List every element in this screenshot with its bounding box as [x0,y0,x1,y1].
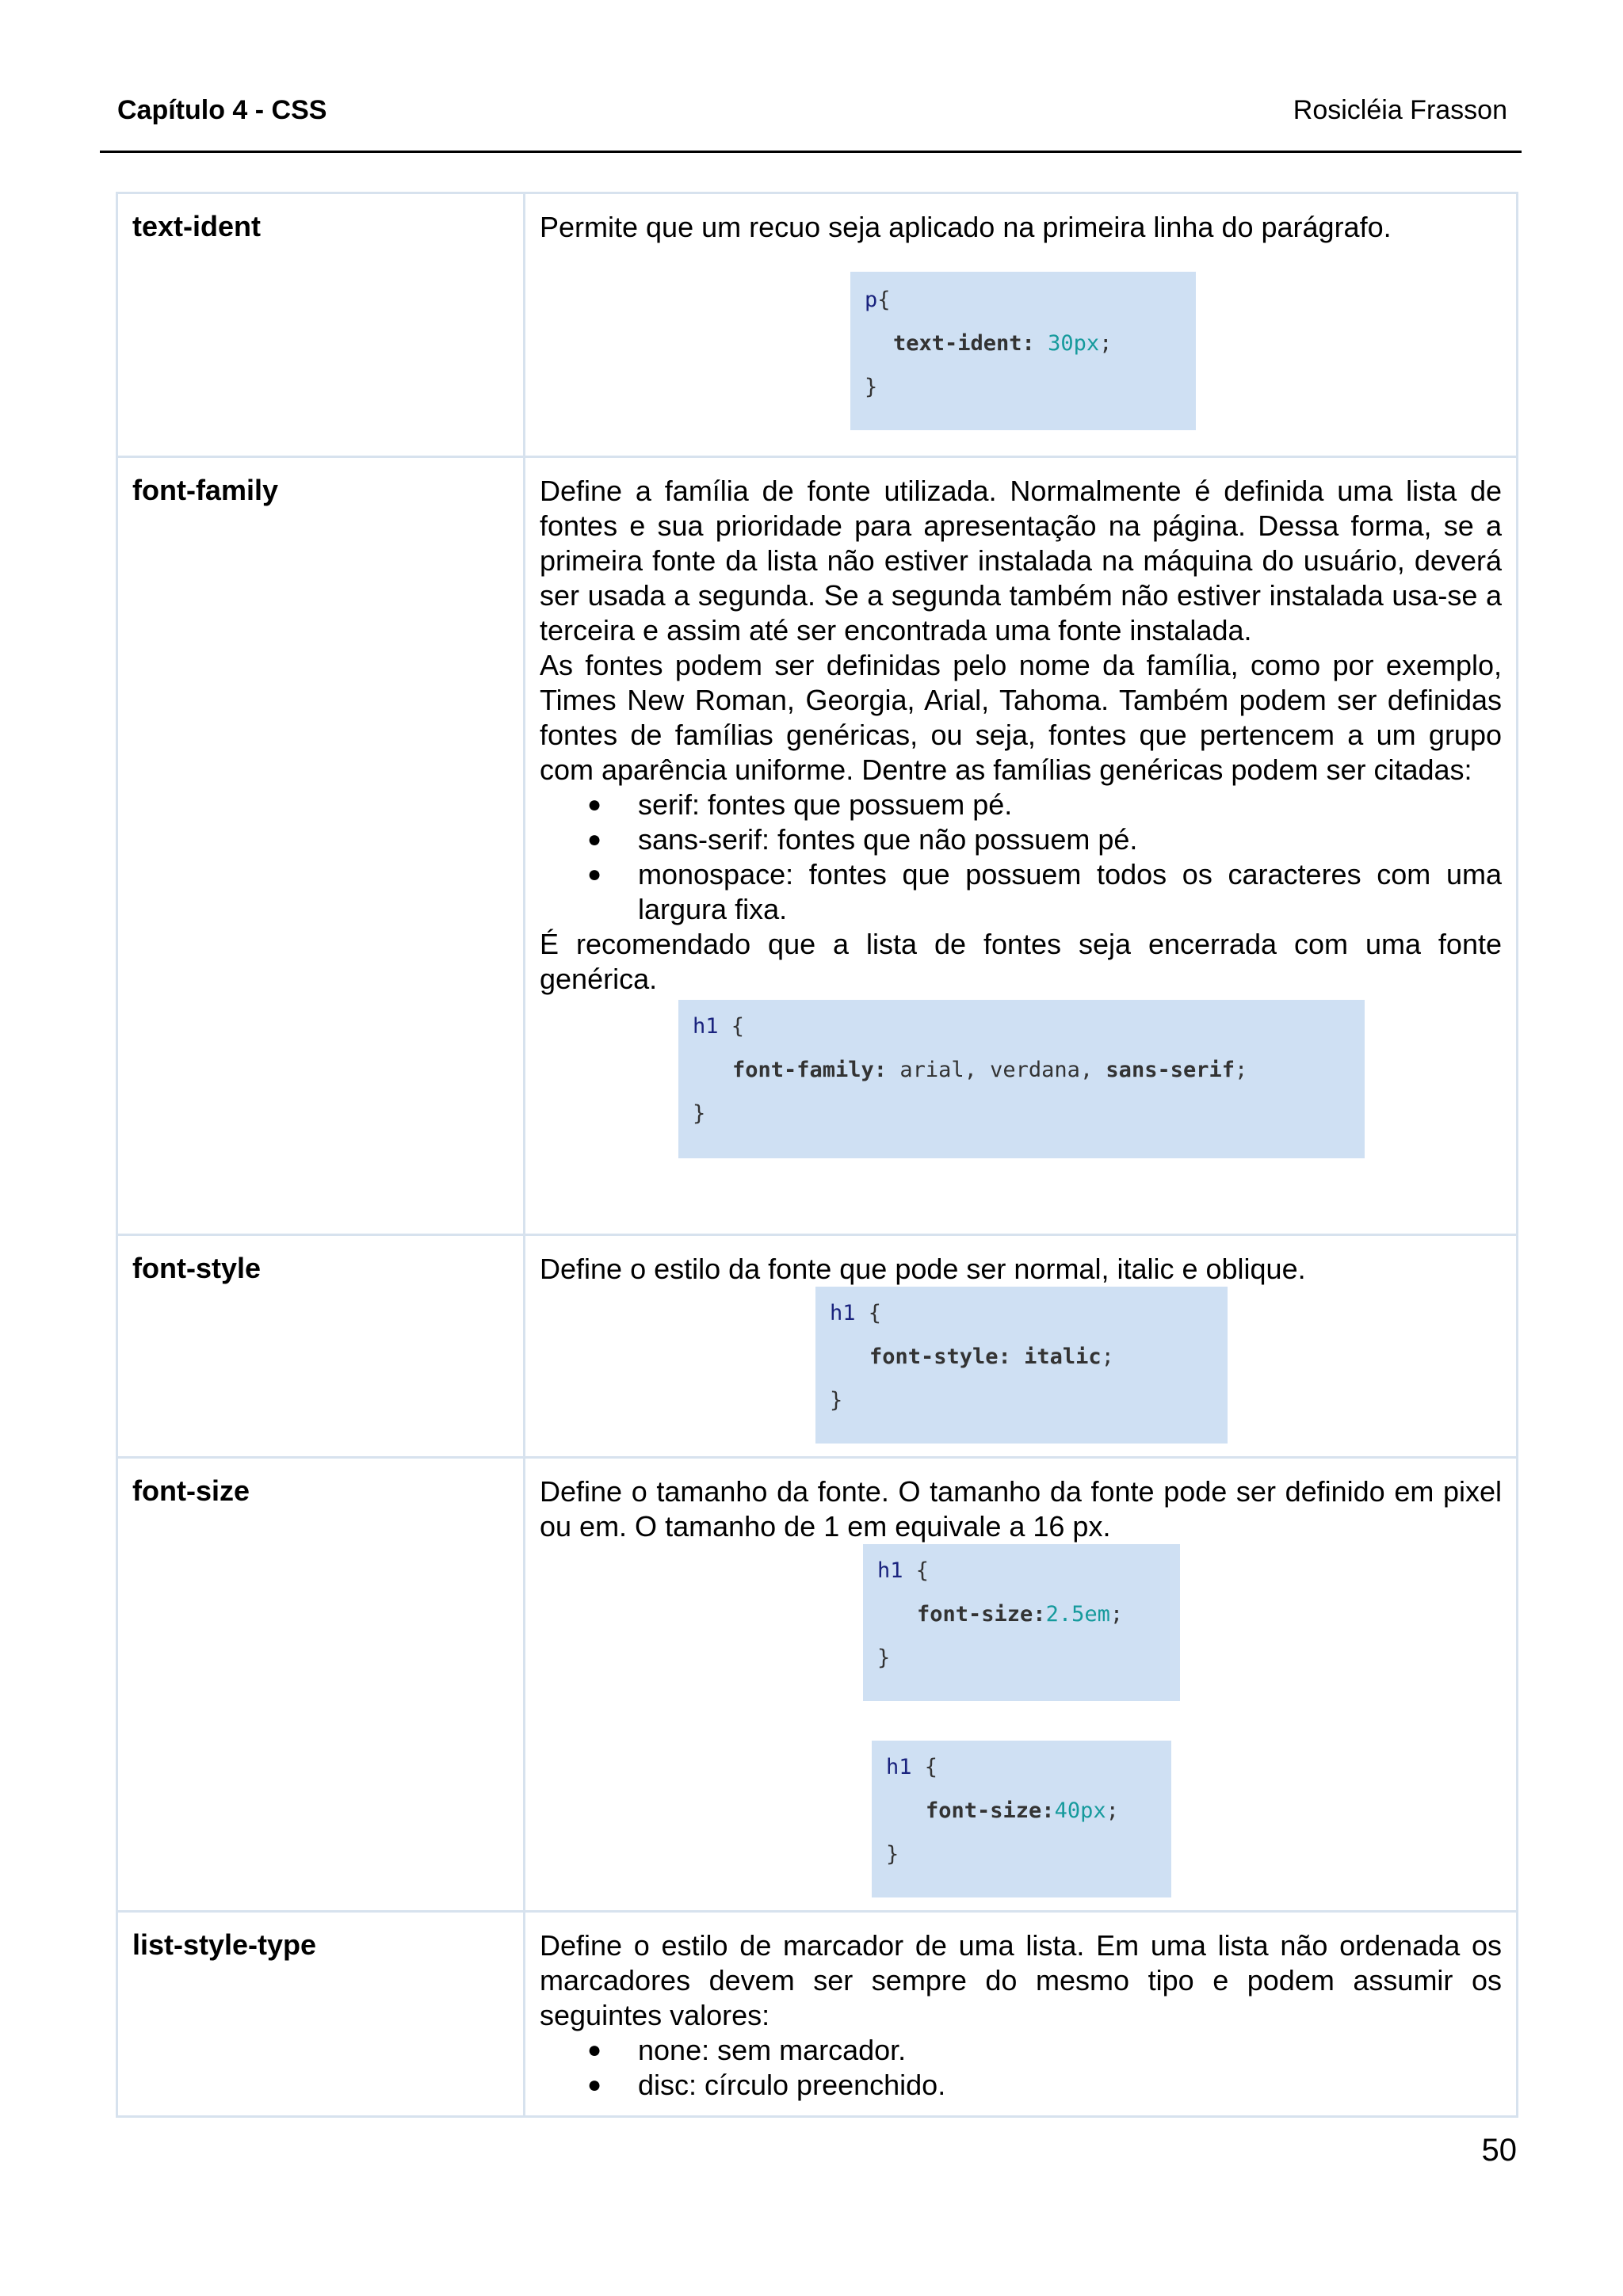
code-property: text-ident: [893,331,1035,356]
list-item: ● none: sem marcador. [587,2033,1502,2068]
property-name: font-size [117,1458,525,1912]
bullet-list [540,788,1502,927]
property-description [525,1458,1518,1912]
description-paragraph: Define a família de fonte utilizada. Normalmente é definida uma lista de fontes e sua prioridade para apresentação na página. Dessa forma, se a primeira fonte da lista não estiver instalada na máquina do usuário, deverá ser usada a segunda. Se a segunda também não estiver instalada usa-se a terceira e assim até ser encontrada uma fonte instalada. [540,475,1502,646]
code-example-em [863,1544,1180,1701]
code-semicolon: ; [1099,331,1113,356]
code-selector: p [865,288,878,312]
code-property: font-size: [926,1798,1055,1823]
code-value: 40px [1054,1798,1106,1823]
property-name: text-ident [117,193,525,457]
table-row [117,193,1518,457]
property-description [525,193,1518,457]
code-semicolon: ; [1101,1344,1114,1369]
table-row [117,1458,1518,1912]
author-name: Rosicléia Frasson [1293,95,1507,125]
bullet-list [540,2033,1502,2103]
code-example-px [872,1741,1171,1897]
code-selector: h1 [886,1755,912,1779]
code-brace: { [868,1301,882,1325]
code-example [850,272,1196,430]
property-name: list-style-type [117,1912,525,2117]
code-example [815,1287,1228,1444]
code-semicolon: ; [1109,1602,1124,1627]
code-brace: { [877,288,891,312]
code-brace: { [915,1558,930,1583]
code-value: 2.5em [1045,1602,1110,1627]
code-value: 30px [1048,331,1100,356]
header-rule [100,151,1522,153]
code-brace: } [693,1101,706,1126]
description-paragraph: As fontes podem ser definidas pelo nome da família, como por exemplo, Times New Roman, Georgia, Arial, Tahoma. Também podem ser definidas fontes de famílias genéricas, ou seja, fontes que pertencem a um grupo com aparência uniforme. Dentre as famílias genéricas podem ser citadas: [540,649,1502,786]
code-property: font-style: italic [869,1344,1102,1369]
description-text: Define o estilo da fonte que pode ser normal, italic e oblique. [540,1253,1306,1285]
code-selector: h1 [830,1301,856,1325]
page-number: 50 [1481,2133,1517,2168]
list-item: ● serif: fontes que possuem pé. [587,788,1502,822]
code-brace: } [865,375,878,399]
table-row [117,457,1518,1235]
css-properties-table [116,192,1518,2118]
property-description [525,1912,1518,2117]
description-text: Define o estilo de marcador de uma lista. Em uma lista não ordenada os marcadores devem ser sempre do mesmo tipo e podem assumir os seguintes valores: [540,1929,1502,2031]
property-name: font-style [117,1235,525,1458]
code-example [678,1000,1365,1158]
description-paragraph: É recomendado que a lista de fontes seja encerrada com uma fonte genérica. [540,928,1502,995]
property-description [525,457,1518,1235]
code-brace: { [924,1755,938,1779]
description-text: Permite que um recuo seja aplicado na primeira linha do parágrafo. [540,211,1392,243]
property-description [525,1235,1518,1458]
code-selector: h1 [693,1014,719,1039]
chapter-title: Capítulo 4 - CSS [117,95,327,125]
code-brace: } [877,1646,891,1670]
list-item: ● monospace: fontes que possuem todos os caracteres com uma largura fixa. [587,857,1502,927]
table-row [117,1235,1518,1458]
code-property: font-size: [917,1602,1046,1627]
code-selector: h1 [877,1558,903,1583]
code-property: font-family: [732,1058,888,1082]
code-semicolon: ; [1234,1058,1248,1082]
code-value: arial, verdana, [887,1058,1094,1082]
code-value-generic: sans-serif [1093,1058,1235,1082]
table-row [117,1912,1518,2117]
list-item: ● disc: círculo preenchido. [587,2068,1502,2103]
code-brace: } [886,1842,899,1867]
property-name: font-family [117,457,525,1235]
list-item: ● sans-serif: fontes que não possuem pé. [587,822,1502,857]
description-text: Define o tamanho da fonte. O tamanho da fonte pode ser definido em pixel ou em. O tamanho de 1 em equivale a 16 px. [540,1475,1502,1543]
code-brace: } [830,1388,843,1413]
code-brace: { [731,1014,745,1039]
code-semicolon: ; [1106,1798,1119,1823]
